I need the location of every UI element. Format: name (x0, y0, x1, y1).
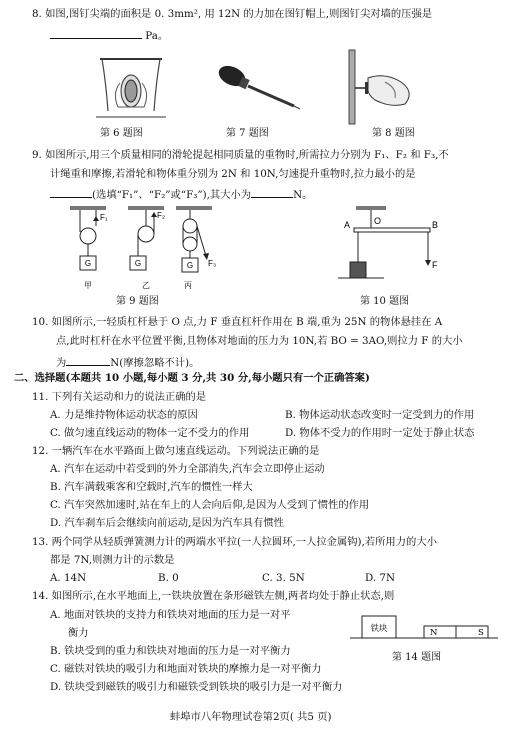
q14-option-a-line1[interactable]: A. 地面对铁块的支持力和铁块对地面的压力是一对平 (50, 609, 291, 621)
q12-option-d[interactable]: D. 汽车刹车后会继续向前运动,是因为汽车具有惯性 (50, 517, 284, 529)
q10-line3-prefix: 为 (56, 357, 67, 369)
q9-line3 (50, 187, 312, 202)
q11-option-b[interactable]: B. 物体运动状态改变时一定受到力的作用 (285, 409, 475, 421)
q10-line3-unit: N(摩擦忽略不计)。 (110, 357, 200, 369)
q12-option-a[interactable]: A. 汽车在运动中若受到的外力全部消失,汽车会立即停止运动 (50, 463, 325, 475)
figure-14-iron-block-and-magnet (350, 610, 498, 644)
q14-option-b[interactable]: B. 铁块受到的重力和铁块对地面的压力是一对平衡力 (50, 645, 291, 657)
q14-option-c[interactable]: C. 磁铁对铁块的吸引力和地面对铁块的摩擦力是一对平衡力 (50, 663, 322, 675)
figure-7-caption: 第 7 题图 (226, 128, 269, 139)
q8-line1: 8. 如图,图钉尖端的面积是 0. 3mm², 用 12N 的力加在图钉帽上,则图钉尖对墙的压强是 (32, 8, 433, 20)
q10-line2: 点,此时杠杆在水平位置平衡,且物体对地面的压力为 10N,若 BO = 3AO,则拉力 F 的大小 (56, 335, 463, 347)
q13-line2: 都是 7N,则测力计的示数是 (50, 554, 175, 566)
q11-option-a[interactable]: A. 力是维持物体运动状态的原因 (50, 409, 198, 421)
q8-answer-blank[interactable] (50, 28, 142, 39)
q12-option-c[interactable]: C. 汽车突然加速时,站在车上的人会向后仰,是因为人受到了惯性的作用 (50, 499, 370, 511)
q9-line3-text: (选填“F₁”、“F₂”或“F₃”),其大小为 (92, 189, 252, 201)
q14-option-d[interactable]: D. 铁块受到磁铁的吸引力和磁铁受到铁块的吸引力是一对平衡力 (50, 681, 343, 693)
q14-stem: 14. 如图所示,在水平地面上,一铁块放置在条形磁铁左侧,两者均处于静止状态,则 (32, 590, 395, 602)
q11-option-c[interactable]: C. 做匀速直线运动的物体一定不受力的作用 (50, 427, 250, 439)
label-jia: 甲 (84, 281, 92, 290)
figure-6-caption: 第 6 题图 (100, 128, 143, 139)
magnet-s-label: S (478, 628, 484, 638)
section-2-heading: 二、选择题(本题共 10 小题,每小题 3 分,共 30 分,每小题只有一个正确答案) (14, 372, 370, 384)
figure-8-caption: 第 8 题图 (372, 128, 415, 139)
g-label: G (84, 259, 92, 268)
point-o-label: O (374, 216, 382, 226)
figure-10-lever (338, 206, 448, 292)
q13-option-d[interactable]: D. 7N (365, 572, 395, 584)
figure-10-caption: 第 10 题图 (360, 296, 410, 307)
q9-line2: 计绳重和摩擦,若滑轮和物体重分别为 2N 和 10N,匀速提升重物时,拉力最小的是 (50, 168, 416, 180)
q8-unit: Pa。 (145, 30, 169, 42)
f1-label: F₁ (100, 213, 108, 222)
q9-line3-unit: N。 (293, 189, 313, 201)
f2-label: F₂ (157, 211, 165, 220)
label-yi: 乙 (142, 281, 150, 290)
g-label: G (134, 259, 142, 268)
q8-answer-line (50, 28, 168, 43)
g-label: G (186, 261, 194, 270)
q10-answer-blank[interactable] (66, 355, 110, 366)
point-a-label: A (344, 220, 351, 230)
figure-6-hand-pressing-pushpin (92, 53, 170, 123)
q13-option-a[interactable]: A. 14N (50, 572, 87, 584)
label-bing: 丙 (184, 281, 192, 290)
force-f-label: F (432, 260, 438, 270)
q14-option-a-line2[interactable]: 衡力 (68, 627, 89, 639)
figure-9-pulley-systems (66, 206, 228, 294)
q11-stem: 11. 下列有关运动和力的说法正确的是 (32, 391, 207, 403)
f3-label: F₃ (208, 259, 217, 268)
iron-block-label: 铁块 (370, 624, 388, 634)
point-b-label: B (432, 220, 439, 230)
page-footer: 蚌埠市八年物理试卷第2页( 共5 页) (170, 711, 332, 723)
q12-option-b[interactable]: B. 汽车满载乘客和空载时,汽车的惯性一样大 (50, 481, 253, 493)
q9-answer-blank-1[interactable] (50, 187, 92, 198)
figure-14-caption: 第 14 题图 (392, 652, 442, 663)
figure-7-dropper (212, 60, 302, 112)
q10-line1: 10. 如图所示,一轻质杠杆悬于 O 点,力 F 垂直杠杆作用在 B 端,重为 25N 的物体悬挂在 A (32, 316, 443, 328)
q9-answer-blank-2[interactable] (251, 187, 293, 198)
q9-line1: 9. 如图所示,用三个质量相同的滑轮提起相同质量的重物时,所需拉力分别为 F₁、F₂ 和 F₃,不 (32, 149, 449, 161)
q10-line3 (56, 355, 199, 370)
figure-8-thumbtack-on-wall (345, 48, 425, 126)
q13-option-c[interactable]: C. 3. 5N (262, 572, 305, 584)
q13-line1: 13. 两个同学从轻质弹簧测力计的两端水平拉(一人拉圆环,一人拉金属钩),若所用力的大小 (32, 536, 437, 548)
magnet-n-label: N (430, 628, 438, 638)
q12-stem: 12. 一辆汽车在水平路面上做匀速直线运动。下列说法正确的是 (32, 445, 320, 457)
q13-option-b[interactable]: B. 0 (158, 572, 179, 584)
figure-9-caption: 第 9 题图 (116, 296, 159, 307)
q11-option-d[interactable]: D. 物体不受力的作用时一定处于静止状态 (285, 427, 475, 439)
